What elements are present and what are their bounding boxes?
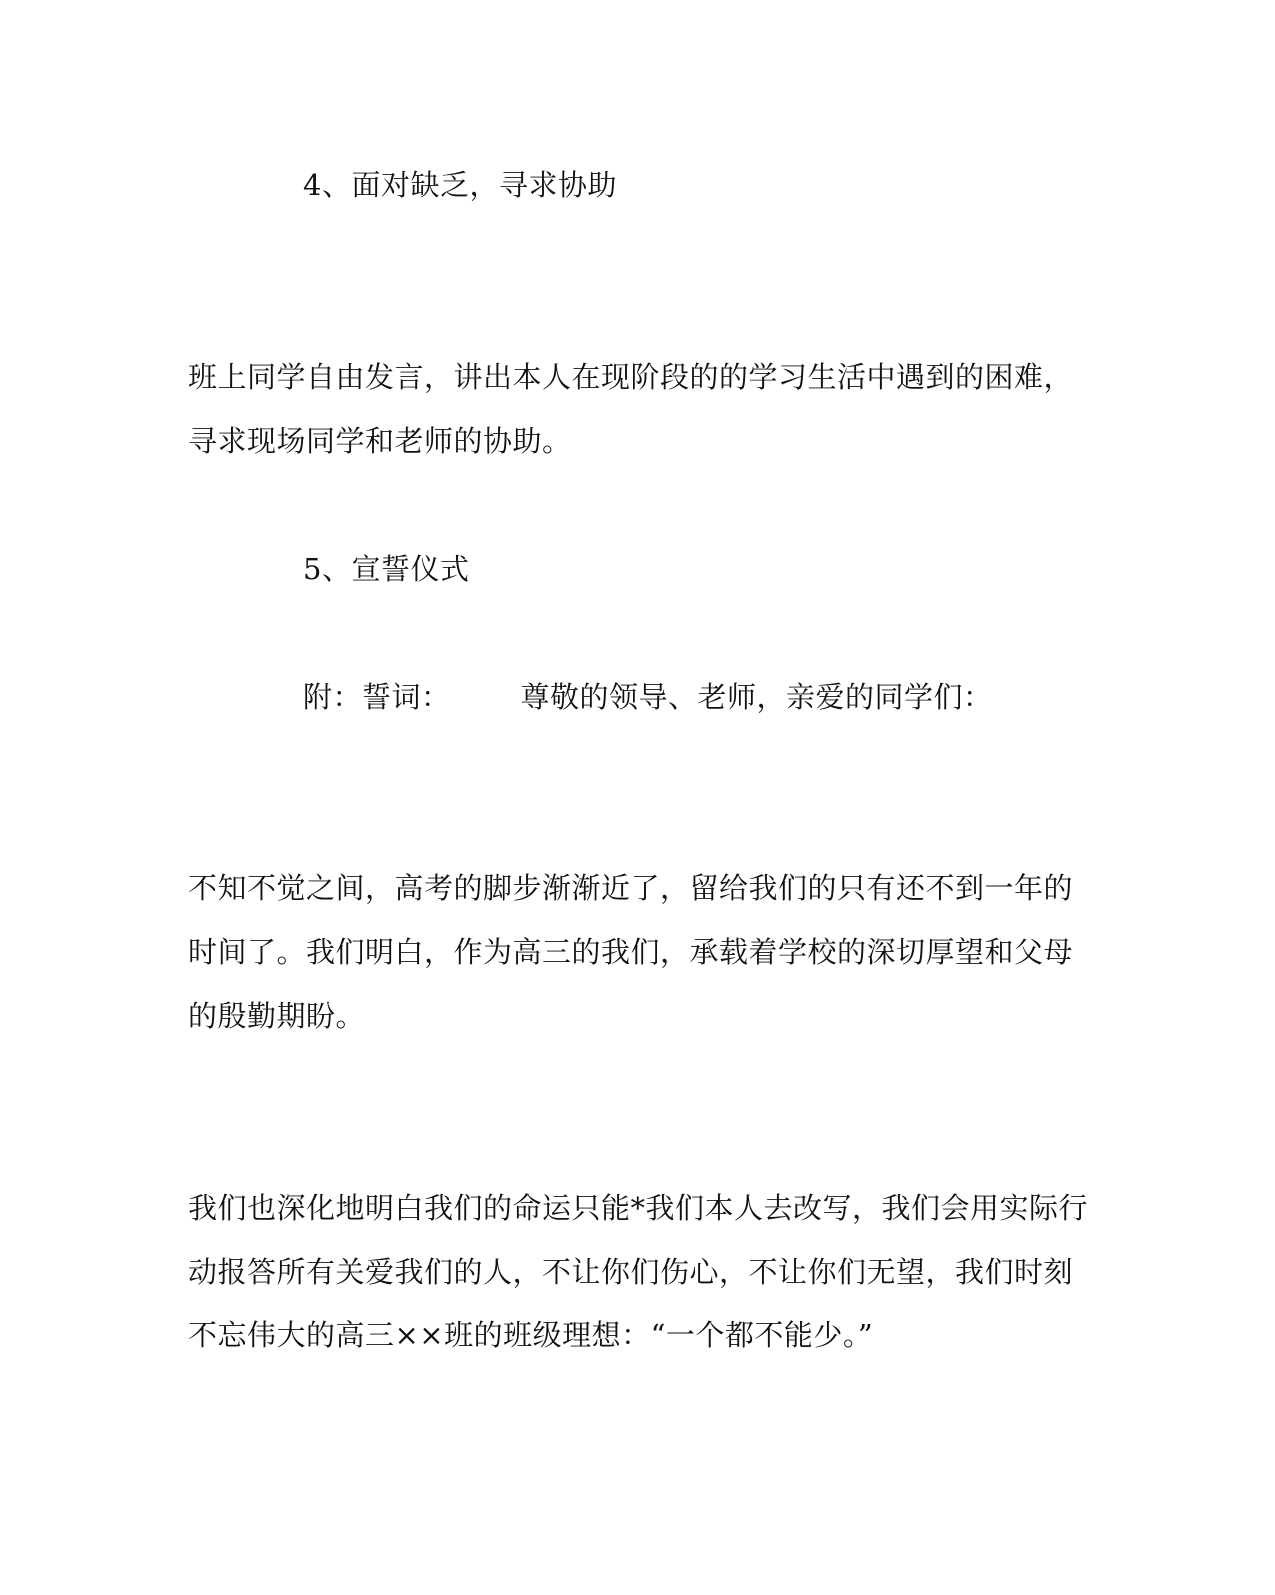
paragraph-line: 寻求现场同学和老师的协助。 xyxy=(188,424,572,458)
paragraph-line: 不知不觉之间，高考的脚步渐渐近了，留给我们的只有还不到一年的 xyxy=(188,871,1074,905)
oath-intro-line xyxy=(303,680,993,714)
paragraph-line: 的殷勤期盼。 xyxy=(188,999,366,1033)
paragraph-line: 动报答所有关爱我们的人，不让你们伤心，不让你们无望，我们时刻 xyxy=(188,1255,1074,1289)
paragraph-line: 时间了。我们明白，作为高三的我们，承载着学校的深切厚望和父母 xyxy=(188,935,1074,969)
section-heading-4: 4、面对缺乏，寻求协助 xyxy=(303,168,617,202)
oath-label: 附：誓词： xyxy=(303,680,451,714)
paragraph-line: 不忘伟大的高三××班的班级理想：“一个都不能少。” xyxy=(188,1318,874,1352)
paragraph-line: 我们也深化地明白我们的命运只能*我们本人去改写，我们会用实际行 xyxy=(188,1191,1089,1225)
paragraph-line: 班上同学自由发言，讲出本人在现阶段的的学习生活中遇到的困难， xyxy=(188,360,1074,394)
section-heading-5: 5、宣誓仪式 xyxy=(303,552,470,586)
oath-greeting: 尊敬的领导、老师，亲爱的同学们： xyxy=(520,680,993,714)
